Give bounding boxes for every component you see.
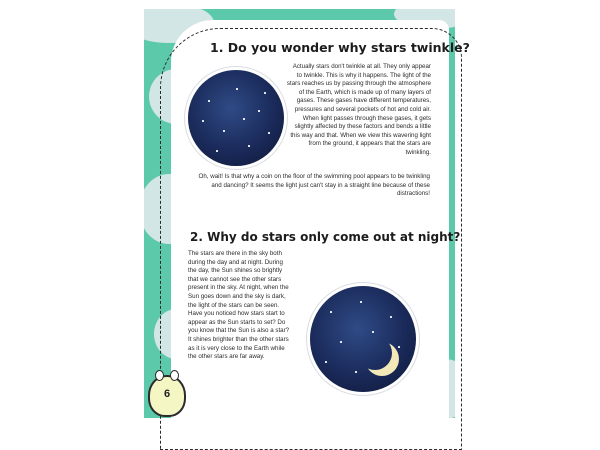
section1-aside: Oh, wait! Is that why a coin on the floor of the swimming pool appears to be twinkling and dancing? It seems the light just can't stay in a straight line because of these distractions! <box>198 173 430 198</box>
moon-sky-image <box>310 286 416 392</box>
section1-body: Actually stars don't twinkle at all. They only appear to twinkle. This is why it happens. The light of the stars reaches us by passing through the atmosphere of the Earth, which is made up of many layers of gases. These gases have different temperatures, pressures and several pockets of hot and cold air. When light passes through these gases, it gets slightly affected by these factors and bends a little this way and that. When we view this wavering light from the ground, it appears that the stars are twinkling. <box>286 63 431 156</box>
crescent-moon-icon <box>358 336 392 370</box>
section1-heading: 1. Do you wonder why stars twinkle? <box>210 40 470 55</box>
section2-body: The stars are there in the sky both during the day and at night. During the day, the Sun shines so brightly that we cannot see the other stars present in the sky. At night, when the Sun goes down and the sky is dark, the light of the stars can be seen. Have you noticed how stars start to appear as the Sun starts to set? Do you know that the Sun is also a star? It shines brighter than the other stars as it is very close to the Earth while the other stars are far away. <box>188 250 290 361</box>
page-number: 6 <box>163 388 171 400</box>
starry-sky-image <box>188 70 284 166</box>
page-number-mascot-icon <box>148 375 186 417</box>
section2-heading: 2. Why do stars only come out at night? <box>190 230 461 244</box>
